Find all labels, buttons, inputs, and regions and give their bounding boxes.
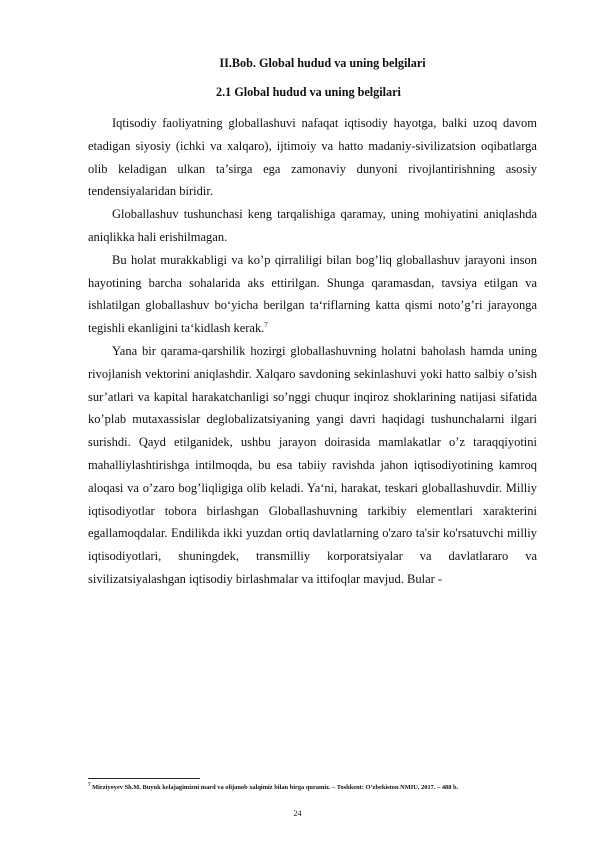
paragraph: Yana bir qarama-qarshilik hozirgi globallashuvning holatni baholash hamda uning rivojlanish vektorini aniqlashdir. Xalqaro savdoning sekinlashuvi yoki hatto salbiy o’sish sur’atlari va kapital harakatchanligi so’nggi chuqur inqiroz shoklarining natijasi sifatida ko’plab mutaxassislar deglobalizatsiyaning yangi davri haqidagi tushunchalarni ilgari surishdi. Qayd etilganidek, ushbu jarayon doirasida mamlakatlar o’z taraqqiyotini mahalliylashtirishga intilmoqda, bu esa tabiiy ravishda jahon iqtisodiyotining kamroq aloqasi va o’zaro bog’liqligiga olib keladi. Ya‘ni, harakat, teskari globallashuvdir. Milliy iqtisodiyotlar tobora birlashgan Globallashuvning tarkibiy elementlari xarakterini egallamoqdalar. Endilikda ikki yuzdan ortiq davlatlarning o'zaro ta'sir ko'rsatuvchi milliy iqtisodiyotlari, shuningdek, transmilliy korporatsiyalar va davlatlararo va sivilizatsiyalashgan iqtisodiy birlashmalar va ittifoqlar mavjud. Bular - <box>88 343 537 586</box>
page-number: 24 <box>293 809 302 818</box>
section-title: 2.1 Global hudud va uning belgilari <box>216 85 401 99</box>
paragraph-text: Bu holat murakkabligi va ko’p qirraliligi bilan bog’liq globallashuv jarayoni inson hayotining barcha sohalarida aks ettirilgan. Shunga qaramasdan, tavsiya etilgan va ishlatilgan globallashuv bo‘yicha berilgan ta‘riflarning katta qismi noto’g’ri jarayonga tegishli ekanligini ta‘kidlash kerak. <box>88 252 537 336</box>
footnote-reference[interactable]: 7 <box>264 321 268 330</box>
footnote-marker: 7 <box>88 783 91 788</box>
footnote-divider <box>88 778 200 779</box>
footnote <box>88 780 537 793</box>
footnote-text: Mirziyoyev Sh.M. Buyuk kelajagimizni mard va olijanob xalqimiz bilan birga quramiz. – Toshkent: O‘zbekiston NMIU, 2017. – 488 b. <box>92 784 459 792</box>
paragraph: Globallashuv tushunchasi keng tarqalishiga qaramay, uning mohiyatini aniqlashda aniqlikka hali erishilmagan. <box>88 207 537 244</box>
body-text <box>88 112 537 591</box>
chapter-title: II.Bob. Global hudud va uning belgilari <box>219 56 426 70</box>
paragraph: Iqtisodiy faoliyatning globallashuvi nafaqat iqtisodiy hayotga, balki uzoq davom etadigan siyosiy (ichki va xalqaro), ijtimoiy va hatto madaniy-sivilizatsion oqibatlarga olib keladigan ulkan ta’sirga ega zamonaviy dunyoni rivojlantirishning asosiy tendensiyalaridan biridir. <box>88 116 537 199</box>
paragraph <box>88 249 537 340</box>
